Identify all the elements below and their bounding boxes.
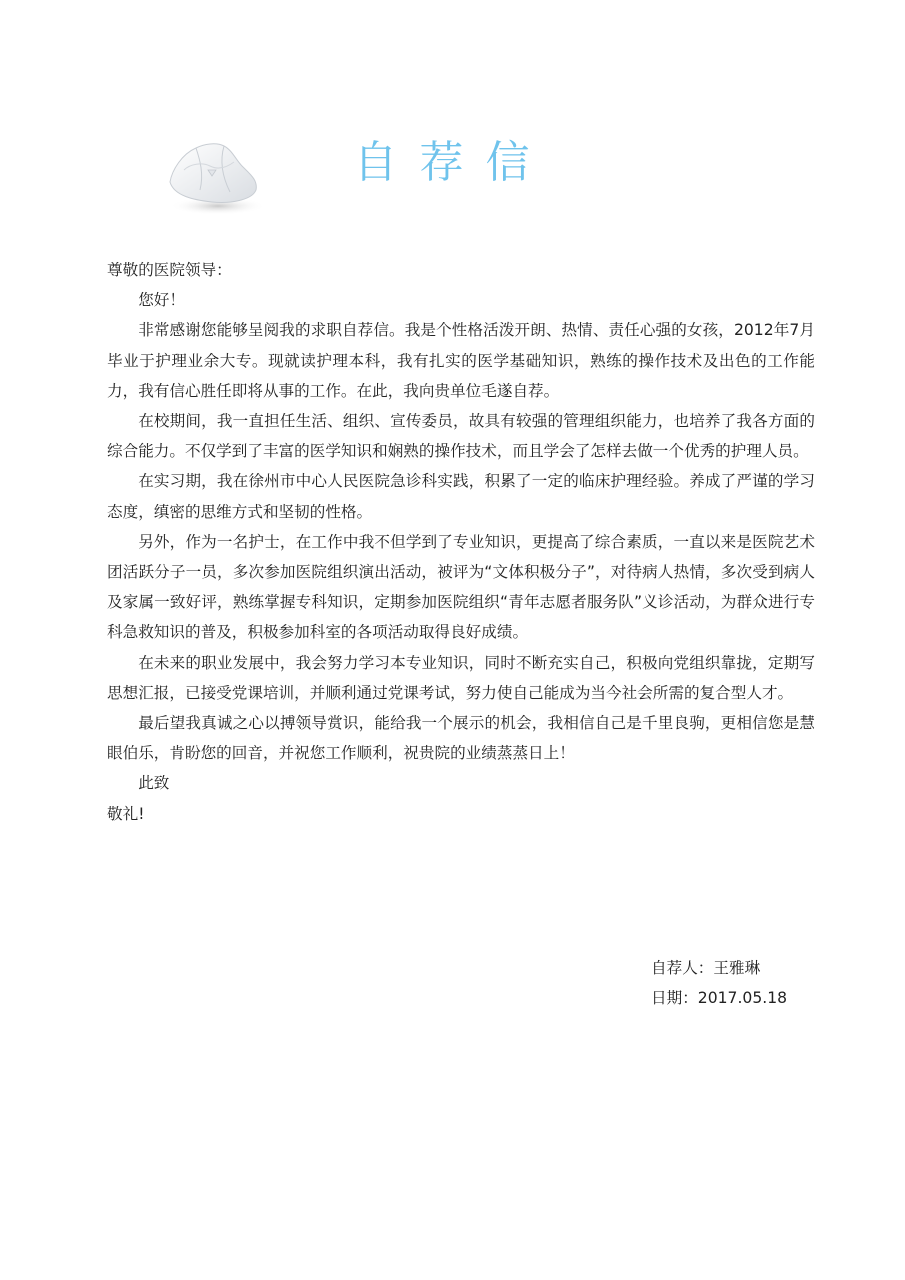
paragraph-school: 在校期间，我一直担任生活、组织、宣传委员，故具有较强的管理组织能力，也培养了我各方面的综合能力。不仅学到了丰富的医学知识和娴熟的操作技术，而且学会了怎样去做一个优秀的护理人员。 <box>107 412 815 461</box>
closing-line-2: 敬礼! <box>107 804 145 823</box>
paragraph-intro: 非常感谢您能够呈阅我的求职自荐信。我是个性格活泼开朗、热情、责任心强的女孩，2012年7月毕业于护理业余大专。现就读护理本科，我有扎实的医学基础知识，熟练的操作技术及出色的工作能力，我有信心胜任即将从事的工作。在此，我向贵单位毛遂自荐。 <box>107 321 815 400</box>
paragraph-experience: 另外，作为一名护士，在工作中我不但学到了专业知识，更提高了综合素质，一直以来是医院艺术团活跃分子一员，多次参加医院组织演出活动，被评为“文体积极分子”，对待病人热情，多次受到病人及家属一致好评，熟练掌握专科知识，定期参加医院组织“青年志愿者服务队”义诊活动，为群众进行专科急救知识的普及，积极参加科室的各项活动取得良好成绩。 <box>107 532 815 642</box>
paragraph-internship: 在实习期，我在徐州市中心人民医院急诊科实践，积累了一定的临床护理经验。养成了严谨的学习态度，缜密的思维方式和坚韧的性格。 <box>107 472 815 521</box>
letter-body <box>107 255 815 829</box>
signature-block <box>651 953 787 1013</box>
salutation: 尊敬的医院领导： <box>107 261 232 279</box>
hello-line: 您好！ <box>138 291 185 310</box>
signer-name: 自荐人：王雅琳 <box>651 959 761 977</box>
paragraph-closing: 最后望我真诚之心以搏领导赏识，能给我一个展示的机会，我相信自己是千里良驹，更相信您是慧眼伯乐，肯盼您的回音，并祝您工作顺利，祝贵院的业绩蒸蒸日上！ <box>107 714 815 763</box>
letter-header <box>0 110 905 220</box>
paragraph-future: 在未来的职业发展中，我会努力学习本专业知识，同时不断充实自己，积极向党组织靠拢，定期写思想汇报，已接受党课培训，并顺利通过党课考试，努力使自己能成为当今社会所需的复合型人才。 <box>107 653 815 702</box>
letter-title: 自荐信 <box>353 137 552 188</box>
closing-line-1: 此致 <box>138 774 170 793</box>
letter-date: 日期：2017.05.18 <box>651 989 788 1007</box>
